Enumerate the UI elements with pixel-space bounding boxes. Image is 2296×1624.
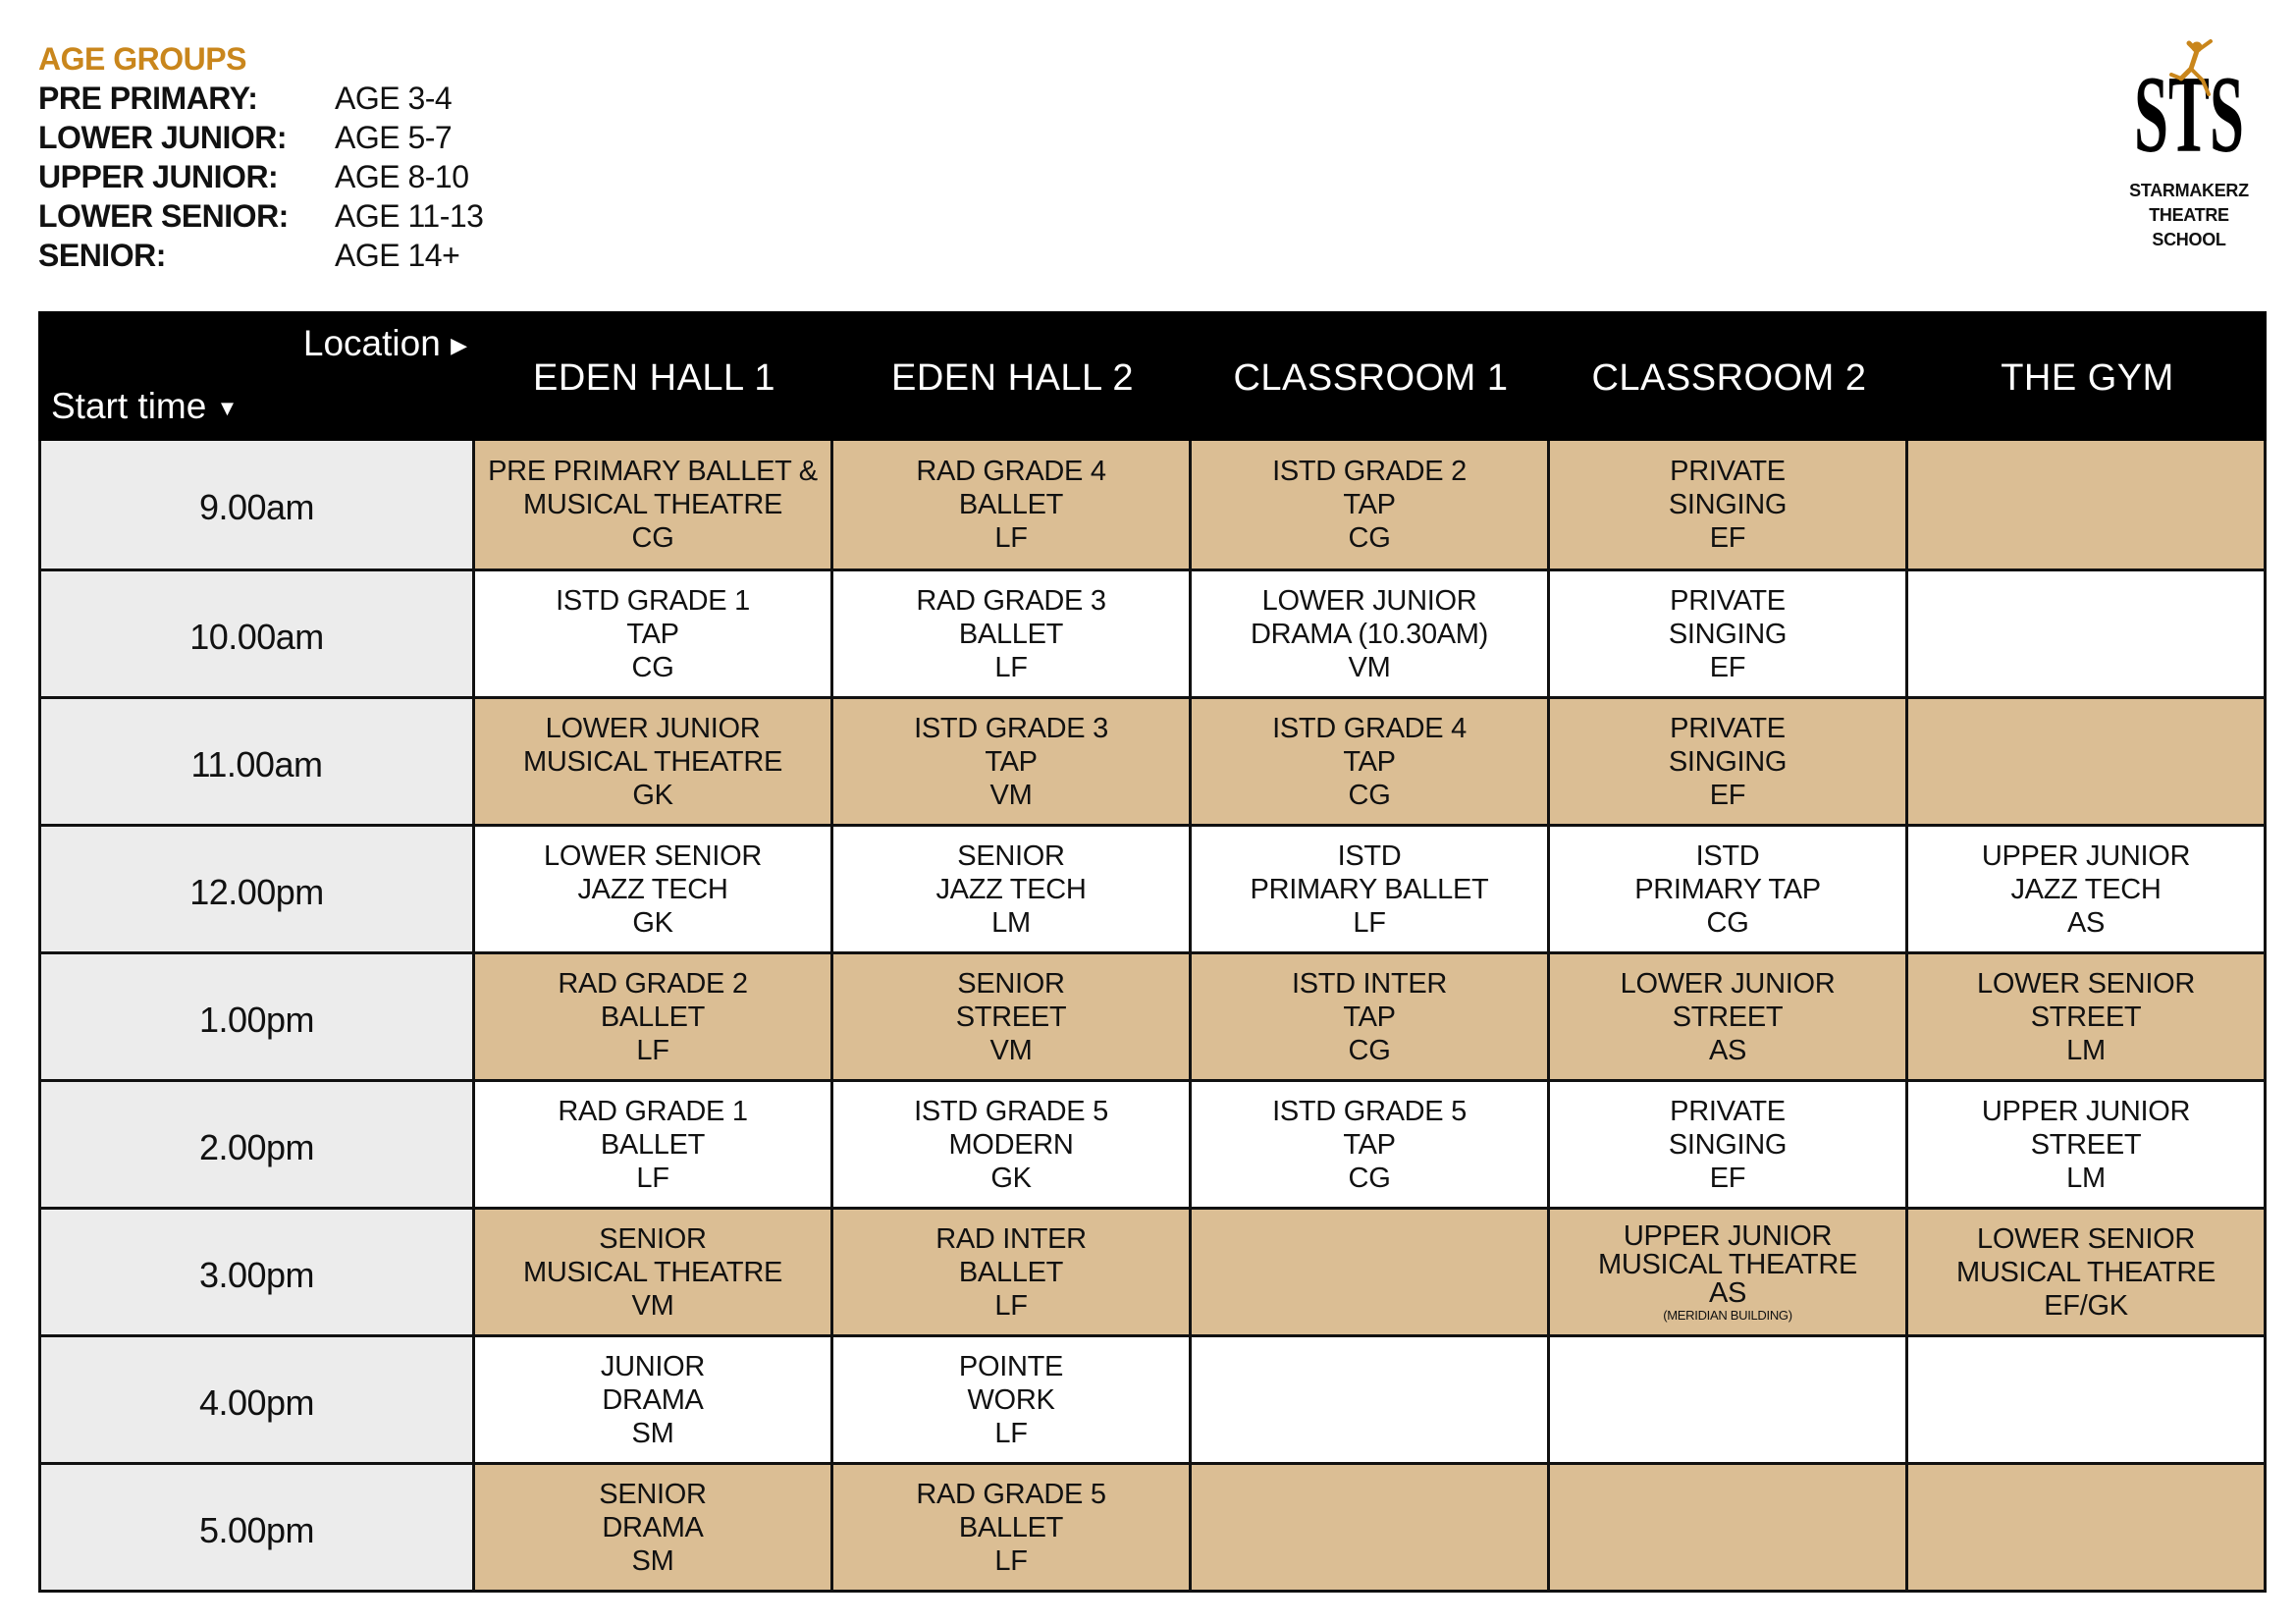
class-name-line: LOWER SENIOR xyxy=(1977,1222,2195,1255)
class-cell xyxy=(833,954,1192,1079)
start-time-cell: 3.00pm xyxy=(41,1210,475,1334)
class-name-line: DRAMA (10.30AM) xyxy=(1250,618,1489,650)
logo-text-line: SCHOOL xyxy=(2152,230,2226,249)
triangle-down-icon: ▼ xyxy=(216,396,239,421)
class-name-line: TAP xyxy=(1343,489,1396,520)
class-name-line: ISTD GRADE 4 xyxy=(1272,712,1467,744)
class-cell xyxy=(1192,441,1550,568)
class-cell xyxy=(1908,1210,2267,1334)
class-cell xyxy=(833,1210,1192,1334)
empty-cell xyxy=(1908,571,2267,696)
class-name-line: WORK xyxy=(967,1383,1055,1416)
teacher-initials: GK xyxy=(632,906,673,939)
teacher-initials: LF xyxy=(994,651,1028,683)
class-cell xyxy=(1550,827,1908,951)
timetable-row xyxy=(41,1207,2267,1334)
start-time-cell: 10.00am xyxy=(41,571,475,696)
class-name-line: JAZZ TECH xyxy=(2010,873,2162,905)
teacher-initials: EF/GK xyxy=(2044,1289,2128,1322)
start-time-cell: 1.00pm xyxy=(41,954,475,1079)
class-name-line: RAD GRADE 5 xyxy=(916,1478,1106,1510)
logo-text-line: STARMAKERZ xyxy=(2129,181,2249,200)
timetable-row xyxy=(41,441,2267,568)
class-name-line: JUNIOR xyxy=(600,1350,706,1382)
class-name-line: ISTD GRADE 1 xyxy=(556,584,750,617)
class-name-line: RAD GRADE 1 xyxy=(558,1095,748,1127)
location-header: EDEN HALL 1 xyxy=(533,356,775,399)
class-cell xyxy=(833,1082,1192,1207)
teacher-initials: LF xyxy=(994,1417,1028,1449)
teacher-initials: AS xyxy=(2066,906,2106,939)
class-cell xyxy=(1550,1082,1908,1207)
start-time-cell: 12.00pm xyxy=(41,827,475,951)
class-cell xyxy=(1192,954,1550,1079)
teacher-initials: LF xyxy=(994,1544,1028,1577)
timetable-grid xyxy=(38,441,2267,1593)
teacher-initials: VM xyxy=(1348,651,1391,683)
class-name-line: UPPER JUNIOR xyxy=(1623,1219,1833,1252)
class-name-line: PRIMARY BALLET xyxy=(1250,873,1489,905)
class-name-line: UPPER JUNIOR xyxy=(1981,839,2191,872)
timetable-row xyxy=(41,1079,2267,1207)
class-name-line: STREET xyxy=(2030,1128,2142,1161)
age-groups-legend xyxy=(38,39,483,275)
class-name-line: SINGING xyxy=(1668,1128,1788,1161)
teacher-initials: LF xyxy=(994,522,1028,554)
age-group-name: PRE PRIMARY: xyxy=(38,81,258,116)
age-group-row xyxy=(38,157,483,196)
timetable-row xyxy=(41,568,2267,696)
teacher-initials: CG xyxy=(631,651,674,683)
empty-cell xyxy=(1192,1337,1550,1462)
class-cell xyxy=(475,1337,833,1462)
class-cell xyxy=(475,827,833,951)
class-name-line: MUSICAL THEATRE xyxy=(1955,1256,2216,1288)
location-header: CLASSROOM 2 xyxy=(1591,356,1867,399)
class-cell xyxy=(1192,699,1550,824)
age-group-row xyxy=(38,79,483,118)
class-cell xyxy=(475,441,833,568)
class-cell xyxy=(1192,827,1550,951)
teacher-initials: LF xyxy=(636,1034,669,1066)
teacher-initials: CG xyxy=(1348,1162,1391,1194)
empty-cell xyxy=(1550,1465,1908,1590)
class-name-line: BALLET xyxy=(958,1511,1064,1543)
age-group-name: LOWER JUNIOR: xyxy=(38,120,288,155)
age-group-range: AGE 11-13 xyxy=(335,198,484,234)
logo-text-line: THEATRE xyxy=(2149,205,2229,225)
class-name-line: TAP xyxy=(985,745,1038,778)
class-cell xyxy=(833,571,1192,696)
teacher-initials: LM xyxy=(2066,1034,2106,1066)
empty-cell xyxy=(1908,441,2267,568)
class-cell xyxy=(1192,1082,1550,1207)
class-name-line: RAD GRADE 3 xyxy=(916,584,1106,617)
class-name-line: TAP xyxy=(1343,1001,1396,1033)
school-logo xyxy=(2110,35,2268,252)
class-name-line: PRIVATE xyxy=(1670,456,1786,487)
timetable-row xyxy=(41,1334,2267,1462)
class-name-line: BALLET xyxy=(958,618,1064,650)
class-name-line: BALLET xyxy=(958,489,1064,520)
timetable-row xyxy=(41,696,2267,824)
location-header: EDEN HALL 2 xyxy=(891,356,1134,399)
class-name-line: LOWER SENIOR xyxy=(1977,967,2195,1000)
empty-cell xyxy=(1192,1210,1550,1334)
class-name-line: UPPER JUNIOR xyxy=(1981,1095,2191,1127)
teacher-initials: VM xyxy=(631,1289,674,1322)
class-name-line: LOWER JUNIOR xyxy=(1620,967,1836,1000)
class-name-line: ISTD INTER xyxy=(1291,967,1448,1000)
class-name-line: PRIVATE xyxy=(1670,712,1786,744)
class-cell xyxy=(833,699,1192,824)
class-cell xyxy=(1908,827,2267,951)
location-header: CLASSROOM 1 xyxy=(1233,356,1509,399)
class-cell xyxy=(475,1465,833,1590)
age-group-row xyxy=(38,236,483,275)
age-group-name: UPPER JUNIOR: xyxy=(38,159,279,194)
timetable-row xyxy=(41,824,2267,951)
class-name-line: DRAMA xyxy=(602,1383,704,1416)
teacher-initials: EF xyxy=(1709,1162,1746,1194)
class-name-line: LOWER SENIOR xyxy=(544,839,762,872)
class-cell xyxy=(1908,954,2267,1079)
class-name-line: SENIOR xyxy=(599,1478,707,1510)
start-time-cell: 9.00am xyxy=(41,441,475,568)
timetable xyxy=(38,311,2267,1595)
class-name-line: JAZZ TECH xyxy=(935,873,1087,905)
class-name-line: MUSICAL THEATRE xyxy=(522,745,783,778)
location-note: (MERIDIAN BUILDING) xyxy=(1663,1307,1792,1323)
class-name-line: MUSICAL THEATRE xyxy=(1597,1248,1858,1280)
empty-cell xyxy=(1550,1337,1908,1462)
class-name-line: BALLET xyxy=(958,1256,1064,1288)
location-axis-label: Location ▶ xyxy=(302,323,467,363)
class-name-line: PRIVATE xyxy=(1670,584,1786,617)
teacher-initials: SM xyxy=(631,1417,674,1449)
class-name-line: ISTD GRADE 5 xyxy=(914,1095,1108,1127)
class-name-line: ISTD GRADE 3 xyxy=(914,712,1108,744)
class-name-line: SENIOR xyxy=(957,967,1065,1000)
class-name-line: SENIOR xyxy=(599,1222,707,1255)
teacher-initials: LM xyxy=(2066,1162,2106,1194)
empty-cell xyxy=(1908,1465,2267,1590)
age-groups-list xyxy=(38,79,483,275)
teacher-initials: AS xyxy=(1708,1276,1747,1309)
class-name-line: STREET xyxy=(1672,1001,1784,1033)
timetable-header xyxy=(38,311,2267,441)
teacher-initials: CG xyxy=(631,522,674,554)
teacher-initials: VM xyxy=(989,1034,1033,1066)
logo-monogram: STS xyxy=(2134,54,2244,173)
class-name-line: STREET xyxy=(2030,1001,2142,1033)
age-group-range: AGE 8-10 xyxy=(335,159,469,194)
class-cell xyxy=(475,1210,833,1334)
class-cell xyxy=(833,441,1192,568)
teacher-initials: EF xyxy=(1709,522,1746,554)
class-name-line: PRIMARY TAP xyxy=(1634,873,1821,905)
class-cell xyxy=(1550,571,1908,696)
teacher-initials: GK xyxy=(632,779,673,811)
class-name-line: ISTD xyxy=(1337,839,1402,872)
teacher-initials: GK xyxy=(990,1162,1032,1194)
class-cell xyxy=(833,1465,1192,1590)
class-cell xyxy=(1908,1082,2267,1207)
teacher-initials: LF xyxy=(1353,906,1386,939)
start-time-axis-label: Start time ▼ xyxy=(51,386,239,426)
timetable-row xyxy=(41,1462,2267,1590)
class-name-line: MUSICAL THEATRE xyxy=(522,489,783,520)
class-name-line: TAP xyxy=(1343,1128,1396,1161)
teacher-initials: CG xyxy=(1348,522,1391,554)
class-name-line: SENIOR xyxy=(957,839,1065,872)
class-name-line: ISTD xyxy=(1695,839,1760,872)
start-time-cell: 2.00pm xyxy=(41,1082,475,1207)
logo-wordmark xyxy=(2110,179,2268,252)
class-cell xyxy=(1550,699,1908,824)
class-name-line: ISTD GRADE 5 xyxy=(1272,1095,1467,1127)
class-name-line: BALLET xyxy=(600,1001,706,1033)
start-time-cell: 4.00pm xyxy=(41,1337,475,1462)
class-name-line: RAD INTER xyxy=(935,1222,1087,1255)
empty-cell xyxy=(1192,1465,1550,1590)
age-group-row xyxy=(38,118,483,157)
start-time-cell: 5.00pm xyxy=(41,1465,475,1590)
class-name-line: RAD GRADE 4 xyxy=(916,456,1106,487)
age-groups-title: AGE GROUPS xyxy=(38,41,246,77)
age-group-range: AGE 14+ xyxy=(335,238,460,273)
teacher-initials: EF xyxy=(1709,651,1746,683)
class-cell xyxy=(1192,571,1550,696)
class-cell xyxy=(475,571,833,696)
empty-cell xyxy=(1908,1337,2267,1462)
class-name-line: RAD GRADE 2 xyxy=(558,967,748,1000)
triangle-right-icon: ▶ xyxy=(451,333,467,358)
header-corner xyxy=(38,311,475,441)
class-cell xyxy=(475,1082,833,1207)
class-name-line: ISTD GRADE 2 xyxy=(1272,456,1467,487)
class-name-line: SINGING xyxy=(1668,745,1788,778)
class-name-line: LOWER JUNIOR xyxy=(545,712,761,744)
class-name-line: JAZZ TECH xyxy=(577,873,728,905)
teacher-initials: EF xyxy=(1709,779,1746,811)
class-name-line: TAP xyxy=(1343,745,1396,778)
class-name-line: SINGING xyxy=(1668,489,1788,520)
teacher-initials: SM xyxy=(631,1544,674,1577)
class-name-line: PRE PRIMARY BALLET & xyxy=(488,456,818,487)
class-cell xyxy=(1550,954,1908,1079)
teacher-initials: LF xyxy=(636,1162,669,1194)
class-cell xyxy=(833,1337,1192,1462)
class-cell xyxy=(833,827,1192,951)
timetable-row xyxy=(41,951,2267,1079)
class-name-line: PRIVATE xyxy=(1670,1095,1786,1127)
class-cell xyxy=(475,699,833,824)
class-name-line: LOWER JUNIOR xyxy=(1261,584,1477,617)
empty-cell xyxy=(1908,699,2267,824)
location-header: THE GYM xyxy=(2001,356,2174,399)
teacher-initials: AS xyxy=(1708,1034,1747,1066)
sts-monogram-icon xyxy=(2130,35,2248,173)
class-name-line: MUSICAL THEATRE xyxy=(522,1256,783,1288)
age-group-name: SENIOR: xyxy=(38,238,166,273)
class-name-line: POINTE xyxy=(958,1350,1064,1382)
class-name-line: MODERN xyxy=(948,1128,1074,1161)
class-cell xyxy=(475,954,833,1079)
teacher-initials: CG xyxy=(1348,779,1391,811)
class-name-line: BALLET xyxy=(600,1128,706,1161)
age-group-row xyxy=(38,196,483,236)
teacher-initials: CG xyxy=(1348,1034,1391,1066)
class-name-line: TAP xyxy=(626,618,679,650)
teacher-initials: VM xyxy=(989,779,1033,811)
class-name-line: DRAMA xyxy=(602,1511,704,1543)
class-name-line: STREET xyxy=(955,1001,1067,1033)
teacher-initials: LF xyxy=(994,1289,1028,1322)
class-cell xyxy=(1550,441,1908,568)
age-group-range: AGE 3-4 xyxy=(335,81,453,116)
teacher-initials: CG xyxy=(1706,906,1749,939)
class-cell xyxy=(1550,1210,1908,1334)
class-name-line: SINGING xyxy=(1668,618,1788,650)
start-time-cell: 11.00am xyxy=(41,699,475,824)
teacher-initials: LM xyxy=(991,906,1031,939)
age-group-range: AGE 5-7 xyxy=(335,120,453,155)
age-group-name: LOWER SENIOR: xyxy=(38,198,289,234)
